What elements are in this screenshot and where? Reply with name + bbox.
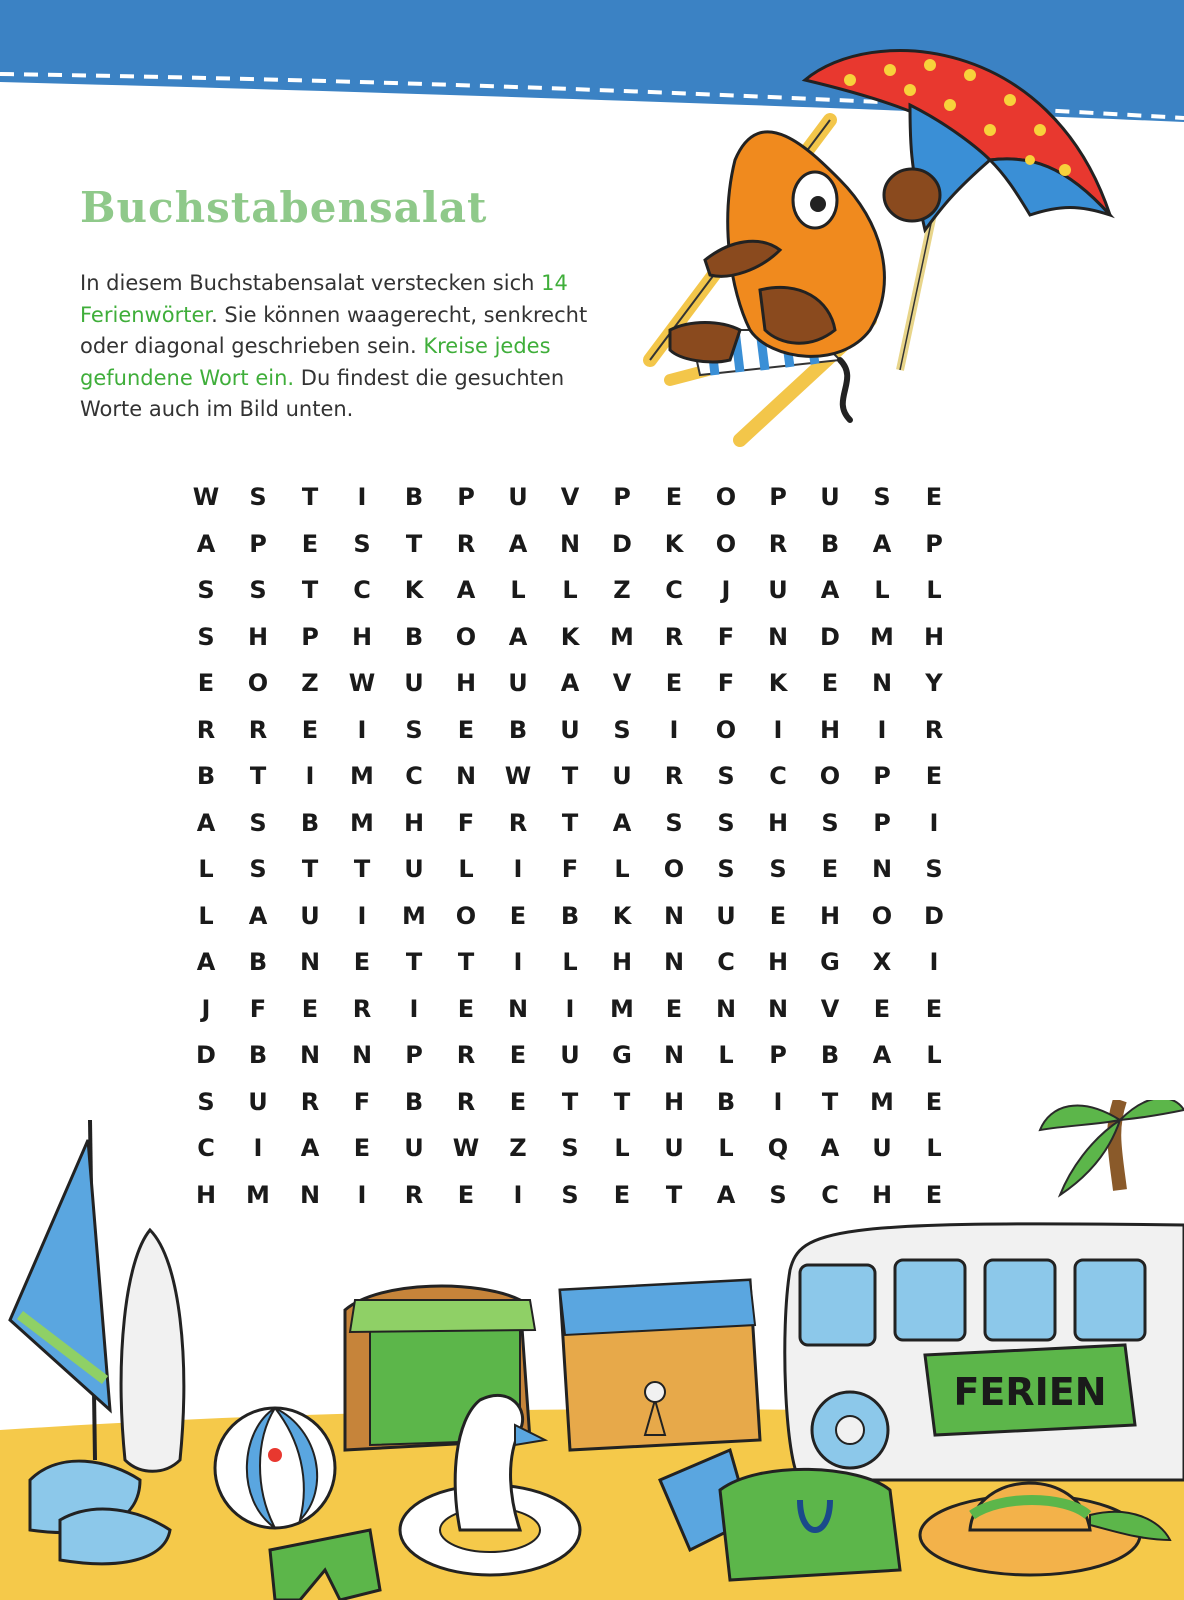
grid-cell[interactable]: P bbox=[873, 808, 891, 837]
grid-cell[interactable]: C bbox=[769, 762, 787, 791]
grid-cell[interactable]: A bbox=[196, 529, 216, 558]
grid-cell[interactable]: U bbox=[404, 1134, 424, 1163]
grid-cell[interactable]: S bbox=[821, 808, 839, 837]
grid-cell[interactable]: E bbox=[925, 1087, 943, 1116]
grid-cell[interactable]: F bbox=[717, 622, 735, 651]
grid-cell[interactable]: C bbox=[821, 1180, 839, 1209]
grid-cell[interactable]: O bbox=[715, 715, 737, 744]
grid-cell[interactable]: W bbox=[348, 669, 376, 698]
grid-cell[interactable]: P bbox=[457, 483, 475, 512]
grid-cell[interactable]: S bbox=[613, 715, 631, 744]
grid-cell[interactable]: F bbox=[561, 855, 579, 884]
grid-cell[interactable]: P bbox=[873, 762, 891, 791]
grid-cell[interactable]: W bbox=[452, 1134, 480, 1163]
beach-scene bbox=[0, 1100, 1184, 1600]
grid-cell[interactable]: I bbox=[513, 1180, 523, 1209]
grid-cell[interactable]: T bbox=[249, 762, 267, 791]
grid-cell[interactable]: W bbox=[504, 762, 532, 791]
grid-cell[interactable]: L bbox=[562, 948, 578, 977]
palm-tree-icon bbox=[1040, 1100, 1184, 1195]
grid-cell[interactable]: H bbox=[611, 948, 633, 977]
grid-cell[interactable]: G bbox=[820, 948, 840, 977]
grid-cell[interactable]: L bbox=[614, 1134, 630, 1163]
grid-cell[interactable]: V bbox=[820, 994, 840, 1023]
intro-text-3: Du findest die gesuchten Worte auch im Bild unten. bbox=[80, 365, 565, 421]
grid-cell[interactable]: E bbox=[613, 1180, 631, 1209]
grid-cell[interactable]: K bbox=[664, 529, 684, 558]
grid-cell[interactable]: O bbox=[247, 669, 269, 698]
grid-cell[interactable]: F bbox=[249, 994, 267, 1023]
grid-cell[interactable]: P bbox=[301, 622, 319, 651]
grid-cell[interactable]: M bbox=[870, 1087, 894, 1116]
grid-cell[interactable]: I bbox=[357, 715, 367, 744]
grid-cell[interactable]: N bbox=[299, 1180, 321, 1209]
grid-cell[interactable]: I bbox=[929, 948, 939, 977]
grid-cell[interactable]: I bbox=[773, 1087, 783, 1116]
grid-cell[interactable]: P bbox=[925, 529, 943, 558]
grid-cell[interactable]: I bbox=[773, 715, 783, 744]
grid-cell[interactable]: E bbox=[665, 669, 683, 698]
grid-cell[interactable]: A bbox=[508, 529, 528, 558]
grid-cell[interactable]: M bbox=[402, 901, 426, 930]
grid-cell[interactable]: V bbox=[612, 669, 632, 698]
grid-cell[interactable]: N bbox=[663, 901, 685, 930]
grid-cell[interactable]: N bbox=[351, 1041, 373, 1070]
grid-cell[interactable]: H bbox=[923, 622, 945, 651]
grid-cell[interactable]: E bbox=[821, 855, 839, 884]
grid-cell[interactable]: M bbox=[610, 994, 634, 1023]
grid-cell[interactable]: M bbox=[350, 808, 374, 837]
grid-cell[interactable]: A bbox=[560, 669, 580, 698]
grid-cell[interactable]: U bbox=[560, 1041, 580, 1070]
grid-cell[interactable]: E bbox=[821, 669, 839, 698]
grid-cell[interactable]: R bbox=[352, 994, 372, 1023]
grid-cell[interactable]: S bbox=[769, 855, 787, 884]
grid-cell[interactable]: K bbox=[404, 576, 424, 605]
grid-cell[interactable]: U bbox=[248, 1087, 268, 1116]
grid-cell[interactable]: U bbox=[768, 576, 788, 605]
sailboat-icon bbox=[10, 1120, 110, 1460]
grid-cell[interactable]: M bbox=[246, 1180, 270, 1209]
grid-cell[interactable]: S bbox=[353, 529, 371, 558]
grid-cell[interactable]: H bbox=[195, 1180, 217, 1209]
grid-cell[interactable]: B bbox=[404, 483, 424, 512]
grid-cell[interactable]: B bbox=[300, 808, 320, 837]
grid-cell[interactable]: B bbox=[560, 901, 580, 930]
grid-cell[interactable]: A bbox=[612, 808, 632, 837]
grid-cell[interactable]: T bbox=[301, 855, 319, 884]
grid-cell[interactable]: U bbox=[716, 901, 736, 930]
grid-cell[interactable]: N bbox=[455, 762, 477, 791]
bus-sign-text: FERIEN bbox=[953, 1370, 1107, 1414]
grid-cell[interactable]: T bbox=[561, 1087, 579, 1116]
grid-cell[interactable]: I bbox=[513, 855, 523, 884]
grid-cell[interactable]: C bbox=[353, 576, 371, 605]
grid-cell[interactable]: R bbox=[664, 762, 684, 791]
grid-cell[interactable]: S bbox=[197, 622, 215, 651]
grid-cell[interactable]: F bbox=[717, 669, 735, 698]
grid-cell[interactable]: S bbox=[925, 855, 943, 884]
grid-cell[interactable]: U bbox=[560, 715, 580, 744]
grid-cell[interactable]: A bbox=[508, 622, 528, 651]
grid-cell[interactable]: P bbox=[769, 483, 787, 512]
grid-cell[interactable]: A bbox=[456, 576, 476, 605]
grid-cell[interactable]: D bbox=[612, 529, 632, 558]
grid-cell[interactable]: I bbox=[357, 483, 367, 512]
grid-cell[interactable]: S bbox=[717, 762, 735, 791]
grid-cell[interactable]: C bbox=[405, 762, 423, 791]
grid-cell[interactable]: H bbox=[819, 715, 841, 744]
grid-cell[interactable]: N bbox=[663, 948, 685, 977]
grid-cell[interactable]: L bbox=[562, 576, 578, 605]
grid-cell[interactable]: N bbox=[507, 994, 529, 1023]
grid-cell[interactable]: S bbox=[197, 576, 215, 605]
grid-cell[interactable]: S bbox=[249, 576, 267, 605]
grid-cell[interactable]: K bbox=[612, 901, 632, 930]
grid-cell[interactable]: E bbox=[301, 994, 319, 1023]
grid-cell[interactable]: R bbox=[196, 715, 216, 744]
grid-cell[interactable]: L bbox=[458, 855, 474, 884]
grid-cell[interactable]: X bbox=[872, 948, 892, 977]
grid-cell[interactable]: D bbox=[924, 901, 944, 930]
grid-cell[interactable]: E bbox=[925, 1180, 943, 1209]
grid-cell[interactable]: P bbox=[613, 483, 631, 512]
grid-cell[interactable]: S bbox=[197, 1087, 215, 1116]
grid-cell[interactable]: I bbox=[565, 994, 575, 1023]
grid-cell[interactable]: M bbox=[350, 762, 374, 791]
grid-cell[interactable]: T bbox=[405, 529, 423, 558]
grid-cell[interactable]: E bbox=[457, 1180, 475, 1209]
grid-cell[interactable]: O bbox=[871, 901, 893, 930]
grid-cell[interactable]: A bbox=[820, 1134, 840, 1163]
grid-cell[interactable]: L bbox=[510, 576, 526, 605]
grid-cell[interactable]: S bbox=[561, 1180, 579, 1209]
beach-ball-icon bbox=[215, 1408, 335, 1528]
camper-bus-icon bbox=[785, 1224, 1184, 1480]
grid-cell[interactable]: N bbox=[871, 669, 893, 698]
grid-cell[interactable]: R bbox=[248, 715, 268, 744]
grid-cell[interactable]: D bbox=[820, 622, 840, 651]
grid-cell[interactable]: S bbox=[249, 483, 267, 512]
grid-cell[interactable]: N bbox=[871, 855, 893, 884]
grid-cell[interactable]: B bbox=[248, 948, 268, 977]
grid-cell[interactable]: V bbox=[560, 483, 580, 512]
grid-cell[interactable]: S bbox=[873, 483, 891, 512]
grid-cell[interactable]: E bbox=[353, 1134, 371, 1163]
grid-cell[interactable]: E bbox=[353, 948, 371, 977]
grid-cell[interactable]: U bbox=[404, 669, 424, 698]
ice-cream-kiosk-icon bbox=[560, 1280, 760, 1450]
grid-cell[interactable]: L bbox=[718, 1041, 734, 1070]
grid-cell[interactable]: T bbox=[613, 1087, 631, 1116]
grid-cell[interactable]: L bbox=[718, 1134, 734, 1163]
grid-cell[interactable]: S bbox=[717, 808, 735, 837]
grid-cell[interactable]: T bbox=[405, 948, 423, 977]
surfboard-icon bbox=[121, 1230, 184, 1471]
grid-cell[interactable]: A bbox=[196, 808, 216, 837]
grid-cell[interactable]: I bbox=[409, 994, 419, 1023]
grid-cell[interactable]: K bbox=[560, 622, 580, 651]
grid-cell[interactable]: B bbox=[248, 1041, 268, 1070]
grid-cell[interactable]: U bbox=[664, 1134, 684, 1163]
grid-cell[interactable]: L bbox=[874, 576, 890, 605]
grid-cell[interactable]: F bbox=[457, 808, 475, 837]
grid-cell[interactable]: J bbox=[721, 576, 731, 605]
grid-cell[interactable]: R bbox=[768, 529, 788, 558]
grid-cell[interactable]: E bbox=[509, 901, 527, 930]
grid-cell[interactable]: Q bbox=[767, 1134, 789, 1163]
grid-cell[interactable]: H bbox=[351, 622, 373, 651]
instructions bbox=[80, 268, 620, 426]
grid-cell[interactable]: T bbox=[561, 808, 579, 837]
grid-cell[interactable]: N bbox=[715, 994, 737, 1023]
grid-cell[interactable]: I bbox=[929, 808, 939, 837]
intro-highlight-count: 14 Ferienwörter bbox=[80, 271, 568, 327]
grid-cell[interactable]: B bbox=[820, 529, 840, 558]
grid-cell[interactable]: I bbox=[357, 1180, 367, 1209]
grid-cell[interactable]: R bbox=[456, 1087, 476, 1116]
grid-cell[interactable]: P bbox=[249, 529, 267, 558]
grid-cell[interactable]: N bbox=[299, 948, 321, 977]
grid-cell[interactable]: N bbox=[299, 1041, 321, 1070]
grid-cell[interactable]: I bbox=[357, 901, 367, 930]
grid-cell[interactable]: A bbox=[248, 901, 268, 930]
grid-cell[interactable]: C bbox=[197, 1134, 215, 1163]
grid-cell[interactable]: S bbox=[249, 808, 267, 837]
grid-cell[interactable]: M bbox=[870, 622, 894, 651]
grid-cell[interactable]: E bbox=[925, 994, 943, 1023]
grid-cell[interactable]: L bbox=[926, 1134, 942, 1163]
grid-cell[interactable]: U bbox=[300, 901, 320, 930]
mouse-in-deckchair-icon bbox=[610, 30, 1150, 460]
grid-cell[interactable]: T bbox=[821, 1087, 839, 1116]
grid-cell[interactable]: E bbox=[769, 901, 787, 930]
grid-cell[interactable]: N bbox=[767, 622, 789, 651]
grid-cell[interactable]: E bbox=[665, 483, 683, 512]
grid-cell[interactable]: N bbox=[559, 529, 581, 558]
grid-cell[interactable]: C bbox=[717, 948, 735, 977]
grid-cell[interactable]: T bbox=[665, 1180, 683, 1209]
grid-cell[interactable]: B bbox=[716, 1087, 736, 1116]
grid-cell[interactable]: B bbox=[508, 715, 528, 744]
grid-cell[interactable]: P bbox=[769, 1041, 787, 1070]
grid-cell[interactable]: H bbox=[819, 901, 841, 930]
intro-highlight-task: Kreise jedes gefundene Wort ein. bbox=[80, 334, 551, 390]
grid-cell[interactable]: Z bbox=[509, 1134, 527, 1163]
grid-cell[interactable]: U bbox=[612, 762, 632, 791]
grid-cell[interactable]: A bbox=[872, 1041, 892, 1070]
grid-cell[interactable]: A bbox=[716, 1180, 736, 1209]
grid-cell[interactable]: S bbox=[249, 855, 267, 884]
grid-cell[interactable]: O bbox=[455, 622, 477, 651]
grid-cell[interactable]: H bbox=[247, 622, 269, 651]
grid-cell[interactable]: N bbox=[767, 994, 789, 1023]
grid-cell[interactable]: O bbox=[663, 855, 685, 884]
grid-cell[interactable]: H bbox=[871, 1180, 893, 1209]
grid-cell[interactable]: B bbox=[820, 1041, 840, 1070]
grid-cell[interactable]: H bbox=[663, 1087, 685, 1116]
grid-cell[interactable]: L bbox=[198, 901, 214, 930]
grid-cell[interactable]: B bbox=[196, 762, 216, 791]
grid-cell[interactable]: G bbox=[612, 1041, 632, 1070]
grid-cell[interactable]: N bbox=[663, 1041, 685, 1070]
grid-cell[interactable]: E bbox=[509, 1087, 527, 1116]
grid-cell[interactable]: R bbox=[664, 622, 684, 651]
grid-cell[interactable]: R bbox=[300, 1087, 320, 1116]
grid-cell[interactable]: A bbox=[196, 948, 216, 977]
grid-cell[interactable]: H bbox=[767, 948, 789, 977]
grid-cell[interactable]: C bbox=[665, 576, 683, 605]
grid-cell[interactable]: T bbox=[301, 483, 319, 512]
grid-cell[interactable]: R bbox=[404, 1180, 424, 1209]
grid-cell[interactable]: S bbox=[405, 715, 423, 744]
grid-cell[interactable]: K bbox=[768, 669, 788, 698]
grid-cell[interactable]: S bbox=[561, 1134, 579, 1163]
grid-cell[interactable]: Z bbox=[301, 669, 319, 698]
grid-cell[interactable]: T bbox=[457, 948, 475, 977]
grid-cell[interactable]: H bbox=[767, 808, 789, 837]
grid-cell[interactable]: W bbox=[192, 483, 220, 512]
grid-cell[interactable]: L bbox=[198, 855, 214, 884]
grid-cell[interactable]: I bbox=[513, 948, 523, 977]
grid-cell[interactable]: E bbox=[301, 715, 319, 744]
grid-cell[interactable]: O bbox=[819, 762, 841, 791]
grid-cell[interactable]: M bbox=[610, 622, 634, 651]
grid-cell[interactable]: U bbox=[404, 855, 424, 884]
grid-cell[interactable]: J bbox=[201, 994, 211, 1023]
grid-cell[interactable]: Y bbox=[925, 669, 943, 698]
grid-cell[interactable]: L bbox=[926, 576, 942, 605]
grid-cell[interactable]: R bbox=[924, 715, 944, 744]
grid-cell[interactable]: R bbox=[508, 808, 528, 837]
grid-cell[interactable]: A bbox=[300, 1134, 320, 1163]
grid-cell[interactable]: U bbox=[508, 669, 528, 698]
grid-cell[interactable]: U bbox=[820, 483, 840, 512]
grid-cell[interactable]: I bbox=[253, 1134, 263, 1163]
grid-cell[interactable]: P bbox=[405, 1041, 423, 1070]
grid-cell[interactable]: H bbox=[403, 808, 425, 837]
grid-cell[interactable]: I bbox=[877, 715, 887, 744]
grid-cell[interactable]: I bbox=[669, 715, 679, 744]
grid-cell[interactable]: B bbox=[404, 622, 424, 651]
grid-cell[interactable]: U bbox=[508, 483, 528, 512]
grid-cell[interactable]: E bbox=[925, 762, 943, 791]
grid-cell[interactable]: L bbox=[926, 1041, 942, 1070]
grid-cell[interactable]: R bbox=[456, 529, 476, 558]
grid-cell[interactable]: I bbox=[305, 762, 315, 791]
grid-cell[interactable]: F bbox=[353, 1087, 371, 1116]
grid-cell[interactable]: E bbox=[197, 669, 215, 698]
grid-cell[interactable]: S bbox=[665, 808, 683, 837]
grid-cell[interactable]: E bbox=[873, 994, 891, 1023]
grid-cell[interactable]: H bbox=[455, 669, 477, 698]
intro-text-2: . Sie können waagerecht, senkrecht oder diagonal geschrieben sein. bbox=[80, 302, 588, 358]
grid-cell[interactable]: A bbox=[820, 576, 840, 605]
grid-cell[interactable]: O bbox=[715, 483, 737, 512]
grid-cell[interactable]: E bbox=[925, 483, 943, 512]
intro-text-1: In diesem Buchstabensalat verstecken sich bbox=[80, 271, 535, 295]
grid-cell[interactable]: D bbox=[196, 1041, 216, 1070]
grid-cell[interactable]: O bbox=[715, 529, 737, 558]
grid-cell[interactable]: T bbox=[353, 855, 371, 884]
grid-cell[interactable]: S bbox=[769, 1180, 787, 1209]
grid-cell[interactable]: Z bbox=[613, 576, 631, 605]
grid-cell[interactable]: E bbox=[509, 1041, 527, 1070]
grid-cell[interactable]: O bbox=[455, 901, 477, 930]
grid-cell[interactable]: E bbox=[665, 994, 683, 1023]
grid-cell[interactable]: T bbox=[561, 762, 579, 791]
grid-cell[interactable]: S bbox=[717, 855, 735, 884]
grid-cell[interactable]: B bbox=[404, 1087, 424, 1116]
grid-cell[interactable]: E bbox=[457, 715, 475, 744]
grid-cell[interactable]: U bbox=[872, 1134, 892, 1163]
page-title: Buchstabensalat bbox=[80, 183, 488, 232]
grid-cell[interactable]: E bbox=[301, 529, 319, 558]
grid-cell[interactable]: R bbox=[456, 1041, 476, 1070]
grid-cell[interactable]: A bbox=[872, 529, 892, 558]
grid-cell[interactable]: L bbox=[614, 855, 630, 884]
grid-cell[interactable]: E bbox=[457, 994, 475, 1023]
grid-cell[interactable]: T bbox=[301, 576, 319, 605]
